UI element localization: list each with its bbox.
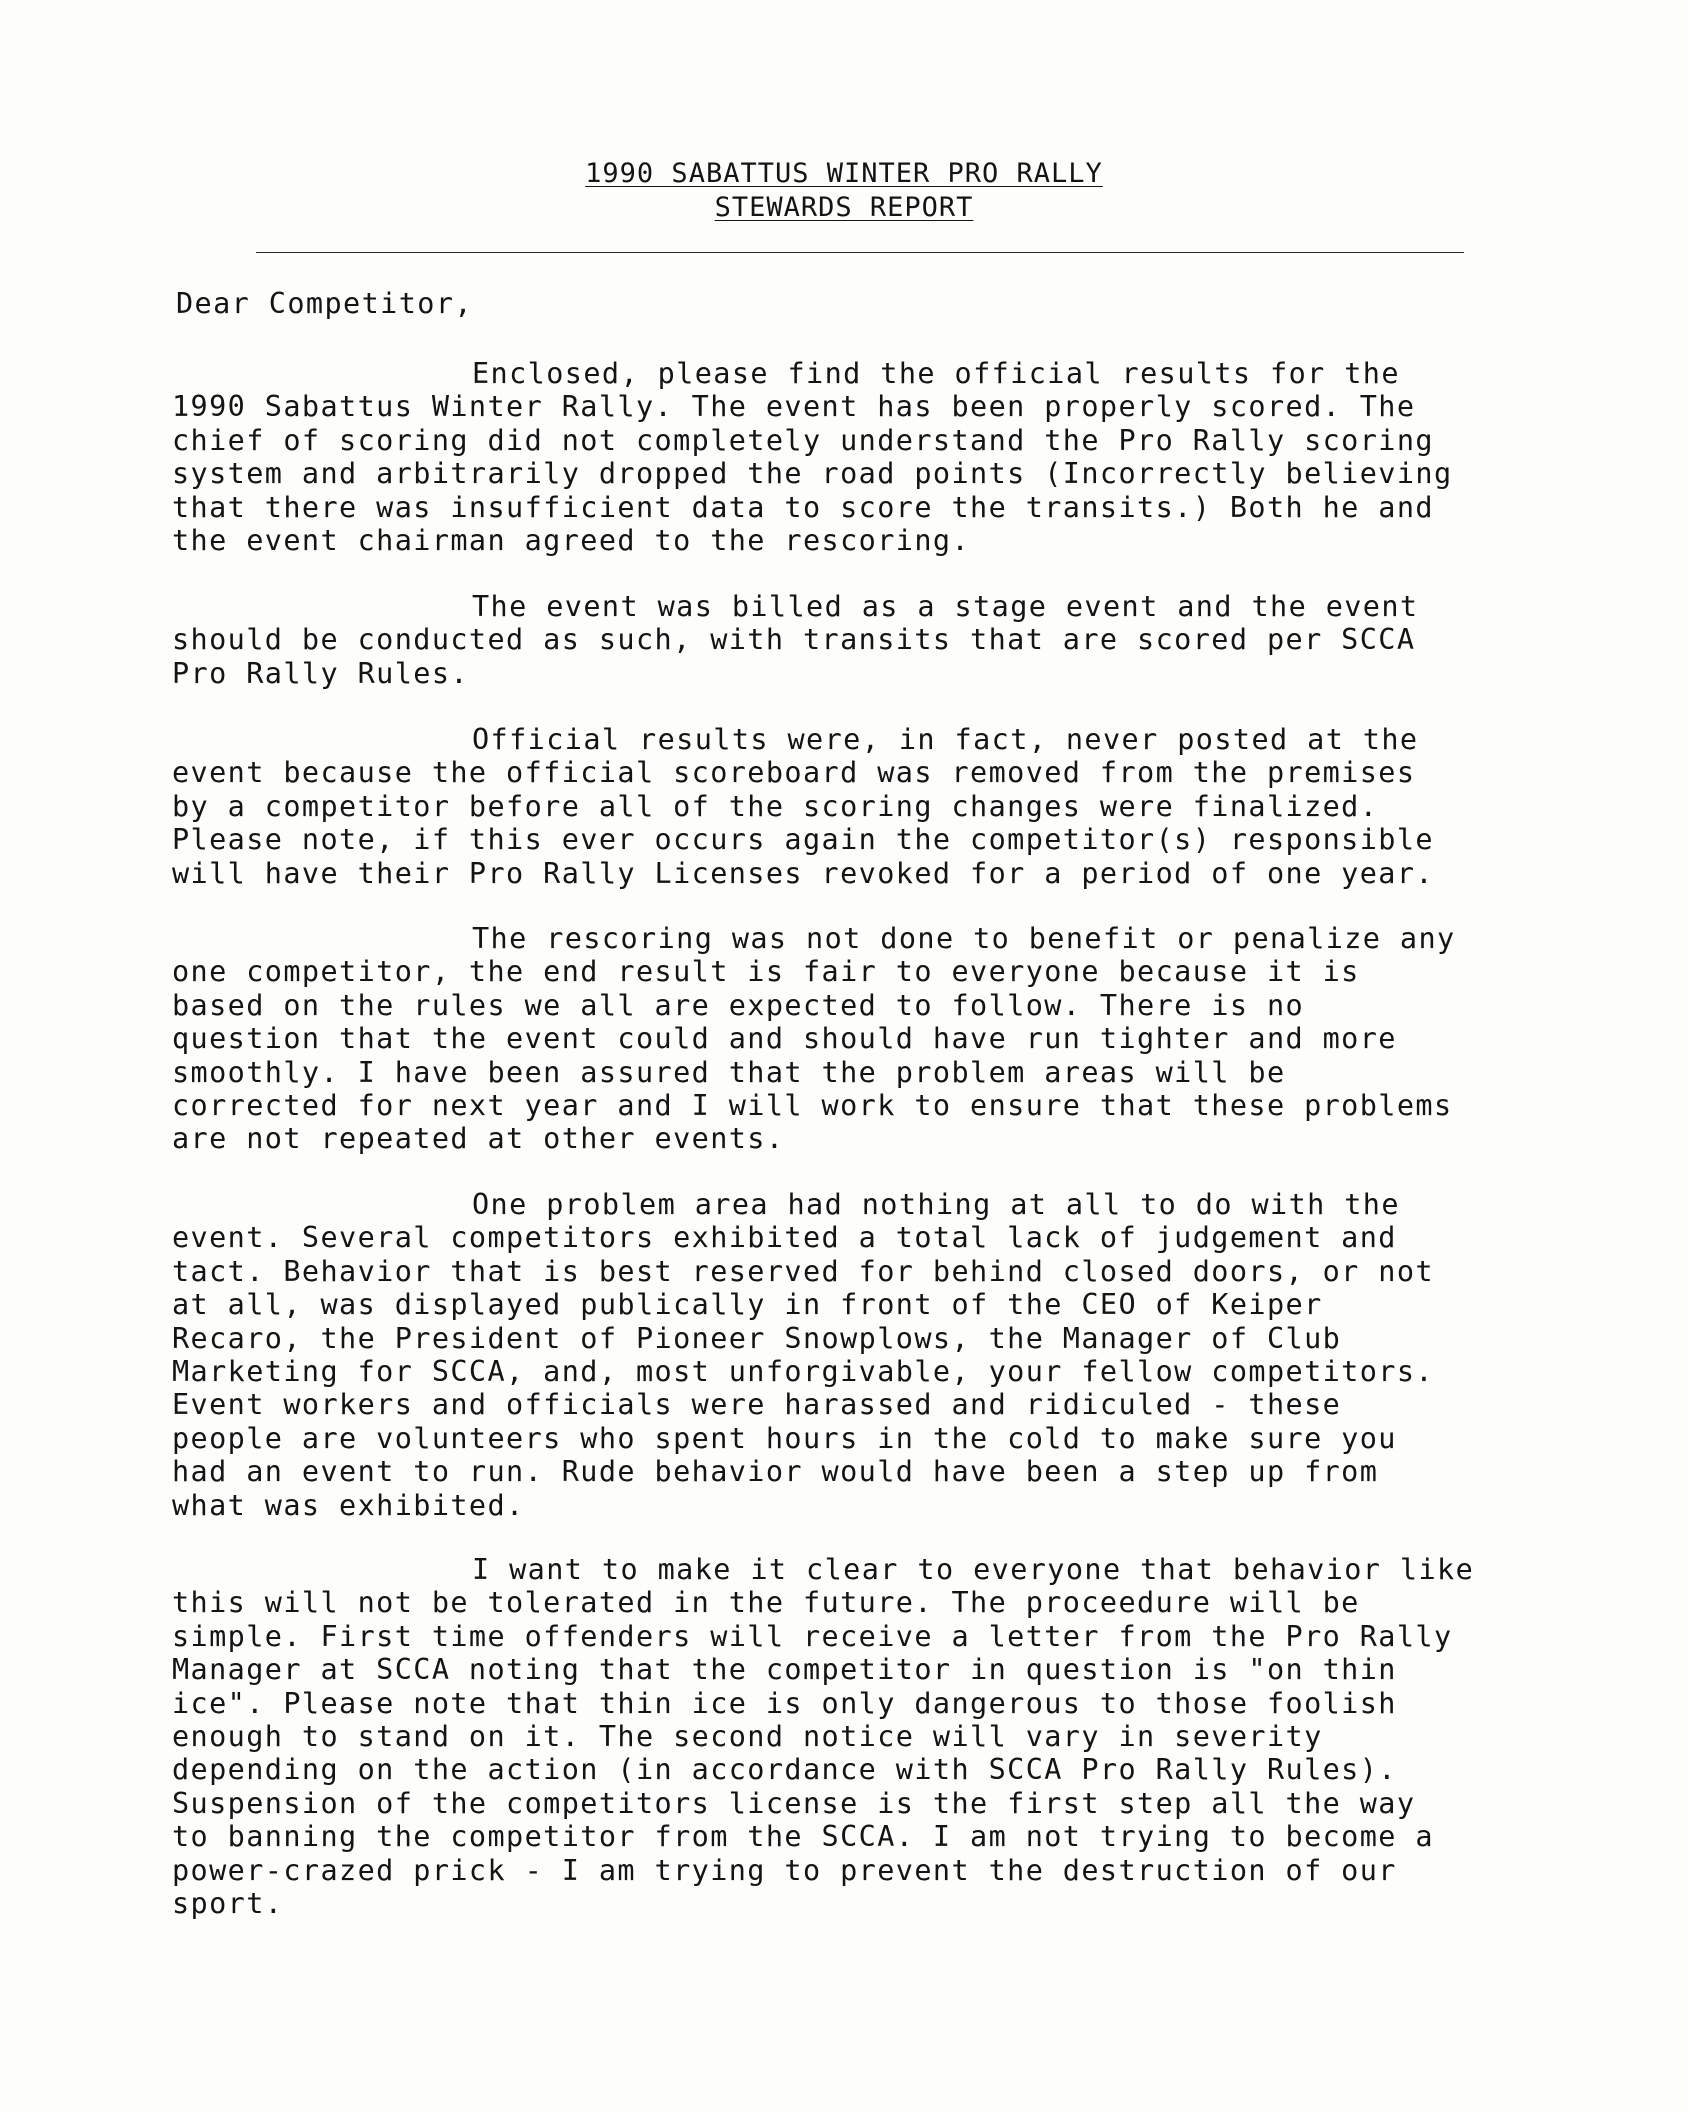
text-line: 1990 Sabattus Winter Rally. The event has been properly scored. The — [172, 390, 1416, 424]
paragraph-stage-event — [172, 590, 1572, 690]
text-line: event because the official scoreboard was removed from the premises — [172, 756, 1416, 790]
text-line: chief of scoring did not completely understand the Pro Rally scoring — [172, 423, 1434, 457]
paragraph-procedure — [172, 1553, 1572, 1920]
text-line: The event was billed as a stage event and the event — [472, 590, 1419, 623]
text-line: Event workers and officials were harassed and ridiculed - these — [172, 1388, 1342, 1422]
text-line: sport. — [172, 1886, 284, 1920]
text-line: this will not be tolerated in the future. The proceedure will be — [172, 1586, 1360, 1620]
document-subtitle-text: STEWARDS REPORT — [714, 192, 974, 223]
text-line: are not repeated at other events. — [172, 1122, 785, 1156]
text-line: Pro Rally Rules. — [172, 656, 469, 690]
text-line: Enclosed, please find the official results for the — [472, 357, 1400, 390]
text-line: should be conducted as such, with transits that are scored per SCCA — [172, 623, 1416, 657]
text-line: that there was insufficient data to score the transits.) Both he and — [172, 490, 1434, 524]
salutation: Dear Competitor, — [176, 287, 473, 320]
text-line: to banning the competitor from the SCCA. I am not trying to become a — [172, 1820, 1434, 1854]
text-line: people are volunteers who spent hours in the cold to make sure you — [172, 1421, 1397, 1455]
text-line: corrected for next year and I will work to ensure that these problems — [172, 1088, 1453, 1122]
text-line: power-crazed prick - I am trying to prevent the destruction of our — [172, 1853, 1397, 1887]
text-line: ice". Please note that thin ice is only dangerous to those foolish — [172, 1686, 1397, 1720]
text-line: based on the rules we all are expected to follow. There is no — [172, 988, 1305, 1022]
text-line: system and arbitrarily dropped the road points (Incorrectly believing — [172, 457, 1453, 491]
text-line: Official results were, in fact, never posted at the — [472, 723, 1419, 756]
text-line: Marketing for SCCA, and, most unforgivable, your fellow competitors. — [172, 1354, 1434, 1388]
text-line: by a competitor before all of the scoring changes were finalized. — [172, 789, 1379, 823]
paragraph-official-results — [172, 357, 1572, 557]
paragraph-scoreboard — [172, 723, 1572, 890]
paragraph-behavior — [172, 1188, 1572, 1522]
text-line: had an event to run. Rude behavior would have been a step up from — [172, 1455, 1379, 1489]
text-line: Manager at SCCA noting that the competitor in question is "on thin — [172, 1653, 1397, 1687]
text-line: the event chairman agreed to the rescoring. — [172, 523, 971, 557]
document-title — [0, 157, 1688, 191]
text-line: simple. First time offenders will receive a letter from the Pro Rally — [172, 1619, 1453, 1653]
text-line: smoothly. I have been assured that the problem areas will be — [172, 1055, 1286, 1089]
text-line: The rescoring was not done to benefit or penalize any — [472, 922, 1456, 955]
text-line: what was exhibited. — [172, 1488, 525, 1522]
document-title-text: 1990 SABATTUS WINTER PRO RALLY — [585, 158, 1103, 189]
text-line: depending on the action (in accordance with SCCA Pro Rally Rules). — [172, 1753, 1397, 1787]
text-line: One problem area had nothing at all to do with the — [472, 1188, 1400, 1221]
text-line: one competitor, the end result is fair to everyone because it is — [172, 955, 1360, 989]
text-line: question that the event could and should have run tighter and more — [172, 1022, 1397, 1056]
text-line: Recaro, the President of Pioneer Snowplows, the Manager of Club — [172, 1321, 1342, 1355]
text-line: at all, was displayed publically in front of the CEO of Keiper — [172, 1288, 1323, 1322]
text-line: Suspension of the competitors license is the first step all the way — [172, 1786, 1416, 1820]
text-line: enough to stand on it. The second notice will vary in severity — [172, 1719, 1323, 1753]
text-line: will have their Pro Rally Licenses revoked for a period of one year. — [172, 856, 1434, 890]
text-line: event. Several competitors exhibited a total lack of judgement and — [172, 1221, 1397, 1255]
text-line: tact. Behavior that is best reserved for behind closed doors, or not — [172, 1254, 1434, 1288]
document-subtitle — [0, 191, 1688, 225]
title-divider — [256, 252, 1464, 253]
paragraph-rescoring — [172, 922, 1572, 1156]
text-line: I want to make it clear to everyone that behavior like — [472, 1553, 1475, 1586]
text-line: Please note, if this ever occurs again the competitor(s) responsible — [172, 823, 1434, 857]
